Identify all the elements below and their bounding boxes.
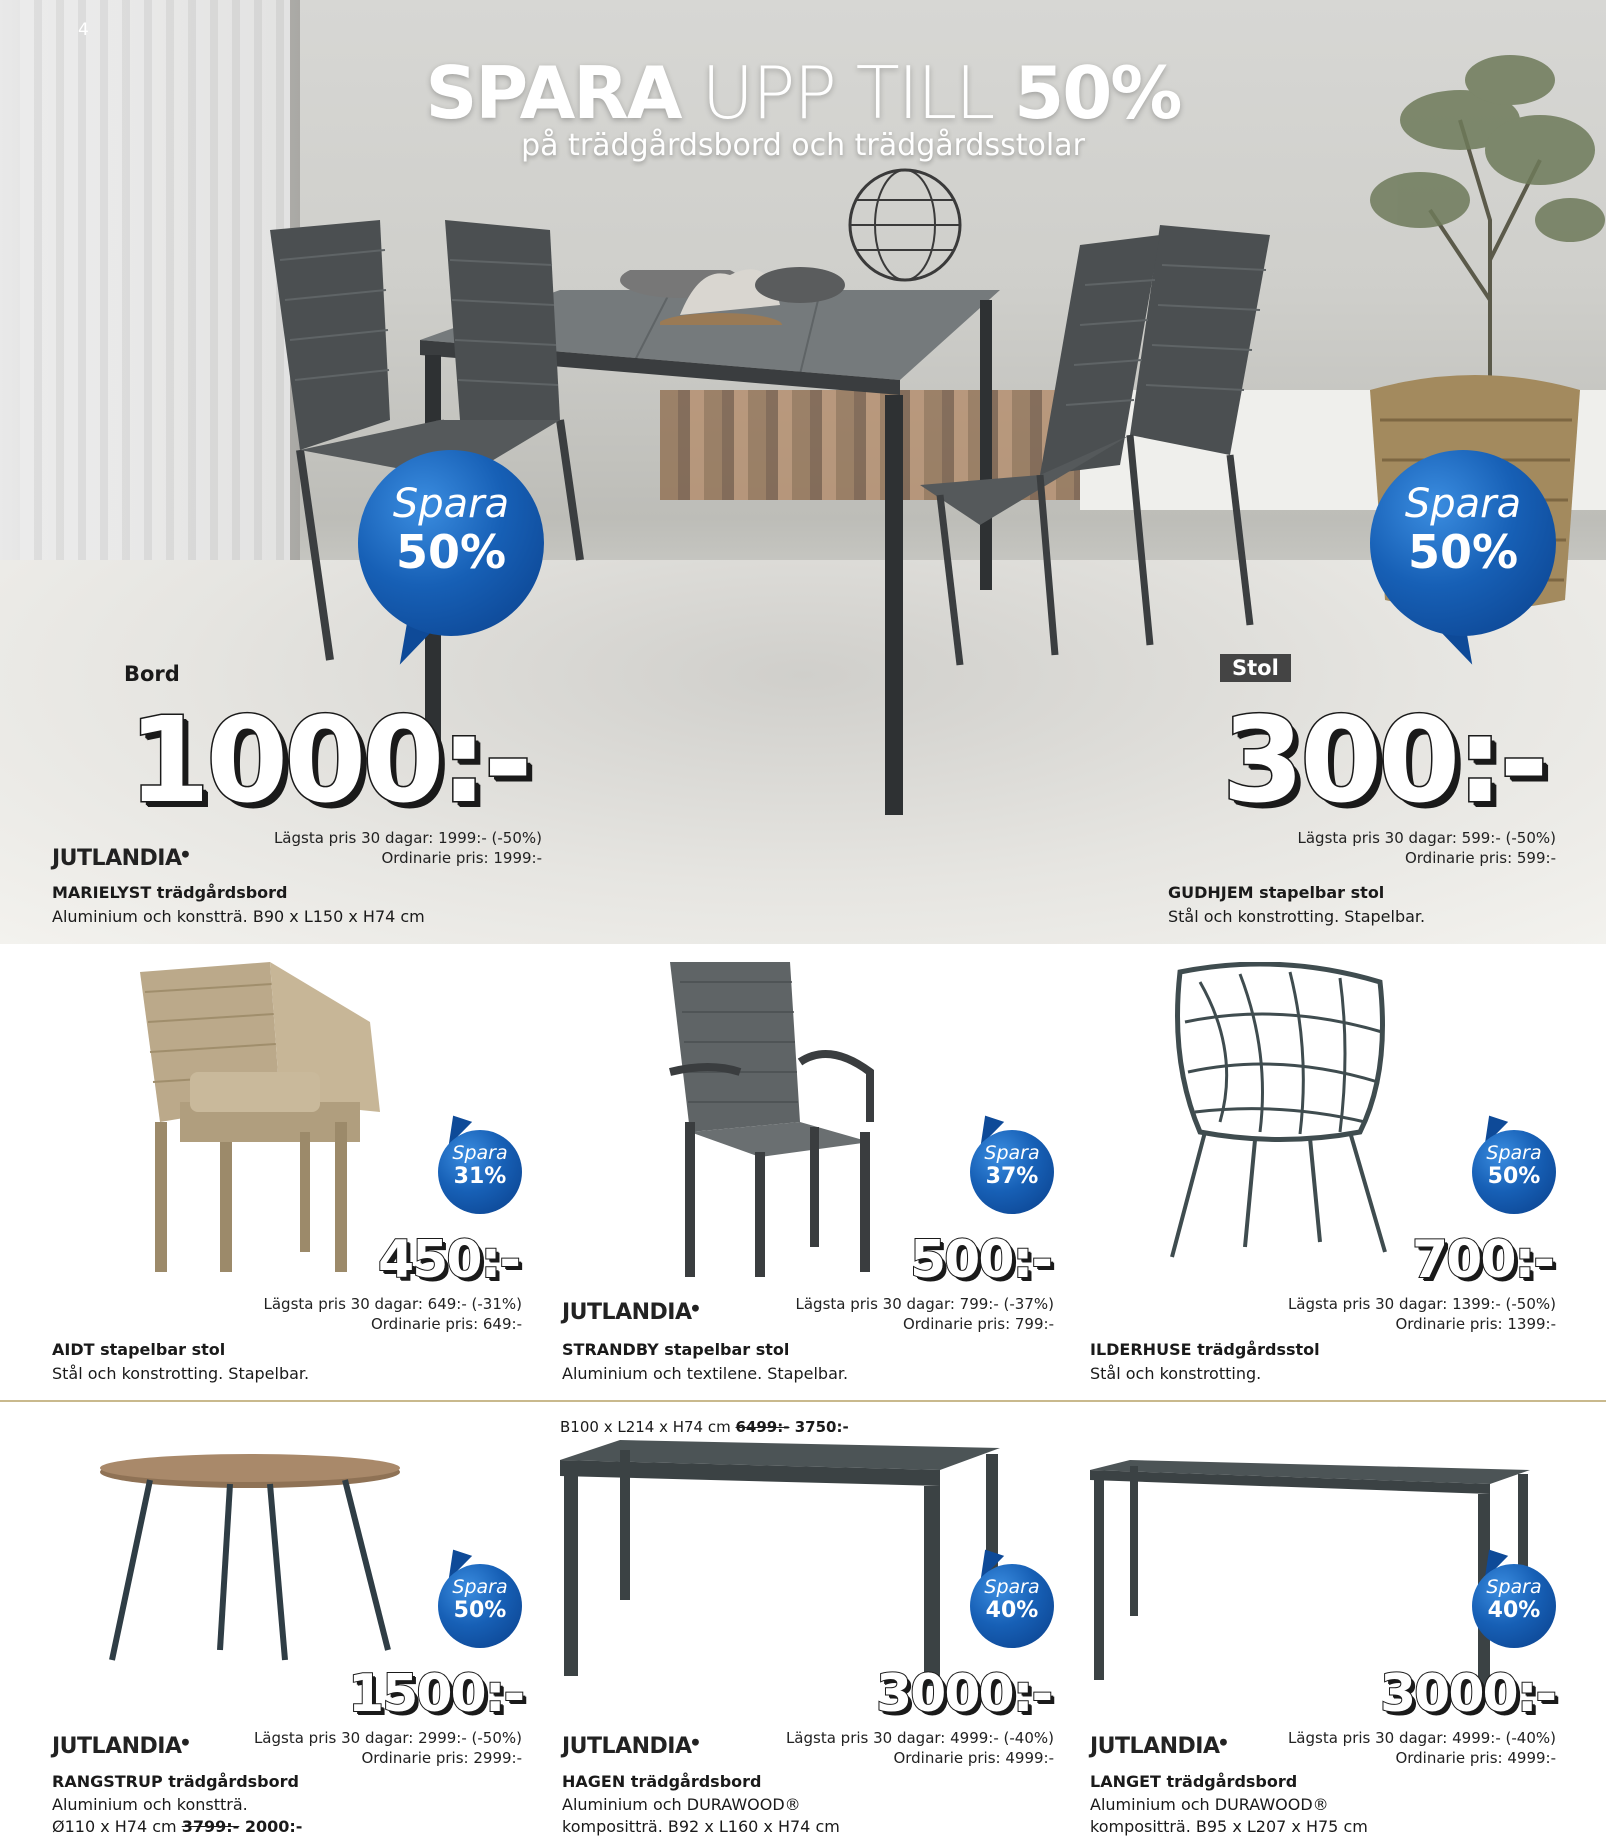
rangstrup-price-info — [222, 1728, 522, 1768]
ordinary-price: Ordinarie pris: 1399:- — [1395, 1315, 1556, 1333]
product-desc-2: kompositträ. B92 x L160 x H74 cm — [562, 1817, 840, 1836]
hero-subline: på trädgårdsbord och trädgårdsstolar — [521, 128, 1085, 163]
badge-label: Spara — [392, 481, 510, 527]
lowest-price: Lägsta pris 30 dagar: 649:- (-31%) — [263, 1295, 522, 1313]
save-badge-hagen — [970, 1564, 1054, 1648]
jutlandia-logo: JUTLANDIA● — [562, 1734, 699, 1759]
stol-price-info — [1200, 828, 1556, 868]
aidt-price-info — [222, 1294, 522, 1334]
badge-percent: 40% — [1487, 1598, 1541, 1623]
headline-percent: 50% — [1014, 51, 1181, 135]
lowest-price: Lägsta pris 30 dagar: 2999:- (-50%) — [253, 1729, 522, 1747]
ordinary-price: Ordinarie pris: 4999:- — [1395, 1749, 1556, 1767]
lowest-price: Lägsta pris 30 dagar: 799:- (-37%) — [795, 1295, 1054, 1313]
lowest-price: Lägsta pris 30 dagar: 599:- (-50%) — [1297, 829, 1556, 847]
product-name: HAGEN trädgårdsbord — [562, 1772, 762, 1791]
product-desc-2: kompositträ. B95 x L207 x H75 cm — [1090, 1817, 1368, 1836]
ordinary-price: Ordinarie pris: 599:- — [1404, 849, 1556, 867]
product-name: ILDERHUSE trädgårdsstol — [1090, 1340, 1320, 1359]
save-badge-stol — [1370, 450, 1556, 636]
lowest-price: Lägsta pris 30 dagar: 1999:- (-50%) — [273, 829, 542, 847]
product-name: RANGSTRUP trädgårdsbord — [52, 1772, 299, 1791]
hero-headline — [0, 52, 1606, 134]
section-divider — [0, 1400, 1606, 1402]
jutlandia-logo: JUTLANDIA● — [52, 846, 189, 871]
aidt-price: 450:- — [378, 1230, 519, 1290]
save-badge-langet — [1472, 1564, 1556, 1648]
badge-label: Spara — [1486, 1576, 1542, 1598]
hagen-price: 3000:- — [876, 1664, 1052, 1724]
product-desc: Stål och konstrotting. Stapelbar. — [1168, 907, 1426, 926]
rangstrup-size-variant: Ø110 x H74 cm 3799:- 2000:- — [52, 1817, 303, 1836]
badge-percent: 50% — [1487, 1164, 1541, 1189]
product-name: STRANDBY stapelbar stol — [562, 1340, 790, 1359]
lowest-price: Lägsta pris 30 dagar: 4999:- (-40%) — [1287, 1729, 1556, 1747]
product-desc: Aluminium och DURAWOOD® — [1090, 1795, 1329, 1814]
langet-price-info — [1256, 1728, 1556, 1768]
badge-percent: 50% — [453, 1598, 507, 1623]
bord-price-info — [240, 828, 542, 868]
badge-percent: 37% — [985, 1164, 1039, 1189]
badge-label: Spara — [1404, 481, 1522, 527]
badge-label: Spara — [984, 1142, 1040, 1164]
jutlandia-logo: JUTLANDIA● — [1090, 1734, 1227, 1759]
product-desc: Stål och konstrotting. Stapelbar. — [52, 1364, 310, 1383]
strandby-price-info — [754, 1294, 1054, 1334]
hagen-table-illustration — [560, 1440, 1010, 1690]
headline-upp-till: UPP TILL — [680, 51, 1015, 135]
product-name: GUDHJEM stapelbar stol — [1168, 883, 1385, 902]
save-badge-ilderhuse — [1472, 1130, 1556, 1214]
lowest-price: Lägsta pris 30 dagar: 4999:- (-40%) — [785, 1729, 1054, 1747]
rangstrup-price: 1500:- — [348, 1664, 524, 1724]
product-name: LANGET trädgårdsbord — [1090, 1772, 1298, 1791]
badge-label: Spara — [984, 1576, 1040, 1598]
jutlandia-logo: JUTLANDIA● — [562, 1300, 699, 1325]
ilderhuse-chair-illustration — [1160, 962, 1400, 1262]
badge-label: Spara — [452, 1142, 508, 1164]
product-desc: Aluminium och textilene. Stapelbar. — [562, 1364, 849, 1383]
product-name: AIDT stapelbar stol — [52, 1340, 226, 1359]
save-badge-bord — [358, 450, 544, 636]
product-desc: Aluminium och DURAWOOD® — [562, 1795, 801, 1814]
chair-right-illustration — [880, 225, 1300, 675]
rangstrup-table-illustration — [90, 1450, 410, 1670]
aidt-chair-illustration — [120, 962, 390, 1282]
badge-percent: 31% — [453, 1164, 507, 1189]
lowest-price: Lägsta pris 30 dagar: 1399:- (-50%) — [1287, 1295, 1556, 1313]
badge-label: Spara — [452, 1576, 508, 1598]
save-badge-strandby — [970, 1130, 1054, 1214]
product-desc: Aluminium och konstträ. — [52, 1795, 248, 1814]
save-badge-aidt — [438, 1130, 522, 1214]
stol-label: Stol — [1220, 654, 1291, 682]
product-desc: Aluminium och konstträ. B90 x L150 x H74 cm — [52, 907, 425, 926]
ordinary-price: Ordinarie pris: 799:- — [902, 1315, 1054, 1333]
ordinary-price: Ordinarie pris: 2999:- — [361, 1749, 522, 1767]
badge-label: Spara — [1486, 1142, 1542, 1164]
strandby-chair-illustration — [660, 962, 900, 1282]
ilderhuse-price: 700:- — [1412, 1230, 1553, 1290]
product-name: MARIELYST trädgårdsbord — [52, 883, 288, 902]
hagen-size-variant: B100 x L214 x H74 cm 6499:- 3750:- — [560, 1418, 849, 1436]
langet-price: 3000:- — [1380, 1664, 1556, 1724]
page-number: 4 — [78, 20, 89, 40]
hagen-price-info — [754, 1728, 1054, 1768]
bord-price: 1000:- — [128, 691, 529, 829]
ilderhuse-price-info — [1206, 1294, 1556, 1334]
ordinary-price: Ordinarie pris: 649:- — [370, 1315, 522, 1333]
save-badge-rangstrup — [438, 1564, 522, 1648]
product-desc: Stål och konstrotting. — [1090, 1364, 1262, 1383]
ordinary-price: Ordinarie pris: 4999:- — [893, 1749, 1054, 1767]
badge-percent: 50% — [1407, 525, 1519, 579]
strandby-price: 500:- — [910, 1230, 1051, 1290]
headline-spara: SPARA — [425, 51, 681, 135]
badge-percent: 40% — [985, 1598, 1039, 1623]
ordinary-price: Ordinarie pris: 1999:- — [381, 849, 542, 867]
stol-price: 300:- — [1222, 691, 1545, 829]
bord-label: Bord — [124, 662, 180, 686]
jutlandia-logo: JUTLANDIA● — [52, 1734, 189, 1759]
badge-percent: 50% — [395, 525, 507, 579]
